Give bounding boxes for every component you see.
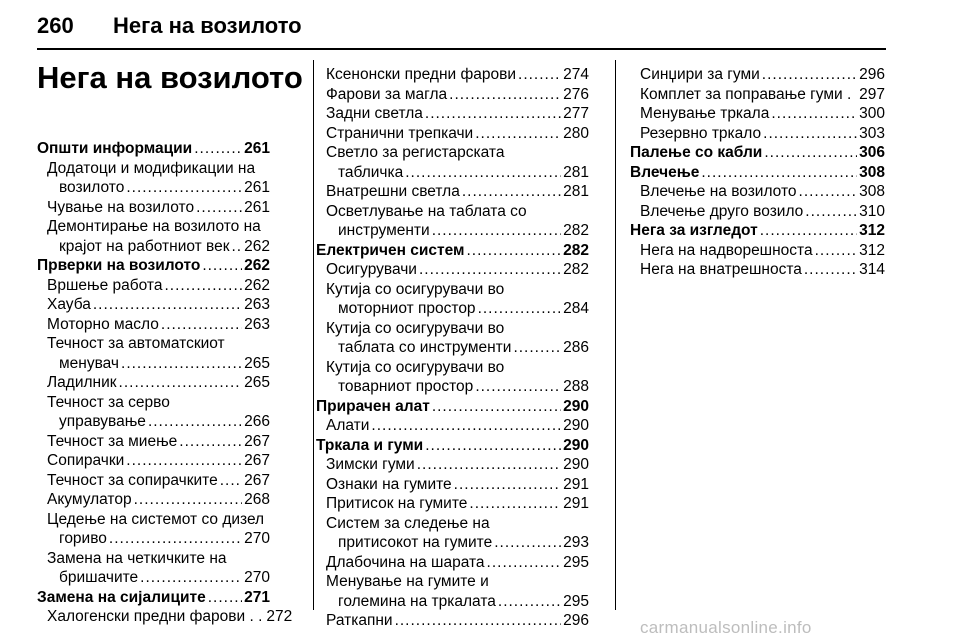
dot-leader	[475, 124, 561, 144]
dot-leader	[518, 65, 561, 85]
toc-entry-label: бришачите	[59, 569, 139, 586]
toc-page-number: 308	[859, 183, 885, 200]
toc-entry-label: Замена на сијалиците	[37, 588, 206, 606]
toc-entry-label: Палење со кабли	[630, 144, 763, 161]
dot-leader	[164, 276, 242, 296]
watermark: carmanualsonline.info	[640, 618, 812, 637]
toc-page-number: 306	[859, 144, 885, 161]
toc-page-number: 290	[563, 417, 589, 434]
toc-entry-label: инструменти	[338, 222, 430, 239]
dot-leader	[109, 529, 242, 549]
toc-entry-label: Вршење работа	[47, 276, 163, 294]
toc-page-number: 308	[859, 163, 885, 181]
toc-page-number: 284	[563, 300, 589, 317]
toc-page-number: 265	[244, 374, 270, 391]
toc-page-number: 274	[563, 66, 589, 83]
toc-entry-label: крајот на работниот век	[59, 237, 230, 255]
dot-leader	[763, 124, 857, 144]
dot-leader	[466, 241, 561, 261]
toc-entry-label: Светло за регистарската	[326, 144, 505, 161]
toc-section-entry[interactable]	[316, 241, 589, 261]
toc-entry-label: Прверки на возилото	[37, 257, 201, 274]
toc-section-entry[interactable]	[37, 588, 270, 608]
toc-entry[interactable]	[630, 85, 885, 105]
toc-page-number: 286	[563, 339, 589, 356]
toc-entry-label: Влечење на возилото	[640, 183, 797, 200]
dot-leader	[454, 475, 561, 495]
toc-entry-label: Ознаки на гумите	[326, 475, 452, 493]
toc-entry[interactable]	[37, 334, 270, 373]
toc-entry-label: Чување на возилото	[47, 198, 195, 216]
toc-page-number: 314	[859, 261, 885, 278]
toc-entry-label: Задни светла	[326, 105, 423, 122]
toc-entry[interactable]	[630, 202, 885, 222]
dot-leader	[513, 338, 561, 358]
toc-entry-label: Осигурувачи	[326, 261, 417, 278]
toc-page-number: 296	[563, 612, 589, 629]
toc-page-number: 290	[563, 456, 589, 473]
toc-page-number: 267	[244, 471, 270, 489]
toc-entry-label: притисокот на гумите	[338, 534, 493, 551]
toc-entry[interactable]	[316, 455, 589, 475]
dot-leader	[425, 104, 561, 124]
dot-leader	[449, 85, 561, 105]
toc-page-number: 288	[563, 378, 589, 395]
toc-page-number: 281	[563, 183, 589, 200]
toc-entry[interactable]	[37, 490, 270, 510]
toc-page-number: 295	[563, 553, 589, 571]
toc-entry[interactable]	[316, 572, 589, 611]
toc-entry[interactable]	[37, 198, 270, 218]
toc-entry[interactable]	[316, 416, 589, 436]
dot-leader	[425, 436, 561, 456]
toc-entry-label: Течност за сопирачките	[47, 471, 218, 489]
toc-entry-label: Замена на четкичките на	[47, 549, 227, 567]
toc-entry-label: Влечење друго возило	[640, 202, 804, 220]
dot-leader	[232, 237, 243, 257]
toc-page-number: 263	[244, 296, 270, 313]
toc-entry-label: товарниот простор	[338, 378, 474, 395]
toc-entry-label: Демонтирање на возилото на	[47, 218, 261, 235]
dot-leader	[475, 377, 561, 397]
toc-entry[interactable]	[37, 217, 270, 256]
toc-section-entry[interactable]	[316, 397, 589, 417]
toc-entry-label: Хауба	[47, 296, 91, 313]
dot-leader	[119, 373, 243, 393]
toc-entry-label: Тркала и гуми	[316, 436, 424, 454]
toc-column-2	[316, 65, 589, 631]
toc-entry-label: Ксенонски предни фарови	[326, 66, 517, 83]
toc-entry-label: Фарови за магла	[326, 85, 448, 103]
dot-leader	[469, 494, 561, 514]
toc-page-number: 262	[244, 237, 270, 255]
dot-leader	[432, 221, 561, 241]
toc-entry-label: Кутија со осигурувачи во	[326, 280, 505, 298]
toc-entry-label: Менување тркала	[640, 105, 770, 122]
dot-leader	[126, 451, 242, 471]
toc-page-number: 271	[244, 588, 270, 606]
toc-section-entry[interactable]	[630, 221, 885, 241]
toc-page-number: 293	[563, 534, 589, 551]
toc-entry-label: големина на тркалата	[338, 592, 496, 610]
toc-entry[interactable]	[37, 315, 270, 335]
toc-page-number: 265	[244, 354, 270, 372]
dot-leader	[148, 412, 242, 432]
toc-entry-label: Менување на гумите и	[326, 573, 489, 590]
toc-entry-label: Електричен систем	[316, 241, 465, 259]
toc-entry[interactable]	[37, 276, 270, 296]
toc-page-number: 263	[244, 315, 270, 333]
toc-entry[interactable]	[316, 202, 589, 241]
toc-page-number: 262	[244, 257, 270, 274]
toc-entry[interactable]	[37, 451, 270, 471]
toc-entry[interactable]	[630, 104, 885, 124]
toc-entry[interactable]	[316, 553, 589, 573]
toc-entry[interactable]	[316, 143, 589, 182]
toc-entry[interactable]	[316, 319, 589, 358]
dot-leader	[194, 139, 242, 159]
dot-leader	[405, 163, 561, 183]
toc-entry-label: менувач	[59, 354, 120, 372]
toc-page-number: 295	[563, 592, 589, 610]
toc-page-number: 266	[244, 413, 270, 430]
toc-page-number: 296	[859, 66, 885, 83]
dot-leader	[498, 592, 561, 612]
dot-leader	[760, 221, 857, 241]
toc-entry-label: Халогенски предни фарови . .	[47, 608, 263, 625]
dot-leader	[804, 260, 857, 280]
toc-page-number: 310	[859, 202, 885, 220]
toc-entry[interactable]	[630, 241, 885, 261]
dot-leader	[208, 588, 242, 608]
toc-page-number: 268	[244, 491, 270, 508]
dot-leader	[121, 354, 242, 374]
toc-page-number: 290	[563, 397, 589, 415]
toc-entry[interactable]	[316, 85, 589, 105]
dot-leader	[462, 182, 561, 202]
toc-entry-label: Нега на внатрешноста	[640, 261, 802, 278]
dot-leader	[202, 256, 242, 276]
dot-leader	[161, 315, 242, 335]
toc-section-entry[interactable]	[37, 139, 270, 159]
toc-page-number: 282	[563, 241, 589, 259]
toc-entry-label: Комплет за поправање гуми .	[640, 85, 852, 103]
dot-leader	[220, 471, 242, 491]
toc-entry-label: Зимски гуми	[326, 456, 415, 473]
toc-page-number: 282	[563, 261, 589, 278]
toc-entry-label: Алати	[326, 417, 370, 434]
dot-leader	[494, 533, 561, 553]
toc-entry-label: возилото	[59, 179, 125, 196]
toc-page-number: 270	[244, 569, 270, 586]
dot-leader	[93, 295, 242, 315]
toc-entry-label: Раткапни	[326, 612, 393, 629]
toc-page-number: 272	[266, 608, 293, 625]
toc-entry[interactable]	[37, 607, 293, 627]
toc-entry[interactable]	[37, 471, 270, 491]
column-divider	[615, 60, 616, 610]
toc-entry-label: Општи информации	[37, 140, 193, 157]
toc-entry[interactable]	[316, 514, 589, 553]
dot-leader	[371, 416, 561, 436]
toc-page-number: 290	[563, 436, 589, 454]
toc-page-number: 267	[244, 452, 270, 469]
dot-leader	[395, 611, 562, 631]
toc-section-entry[interactable]	[316, 436, 589, 456]
toc-entry[interactable]	[316, 104, 589, 124]
toc-entry[interactable]	[630, 260, 885, 280]
toc-section-entry[interactable]	[630, 143, 885, 163]
toc-entry-label: Странични трепкачи	[326, 124, 474, 142]
toc-entry-label: управување	[59, 413, 146, 430]
dot-leader	[179, 432, 242, 452]
chapter-title: Нега на возилото	[37, 60, 303, 95]
page-header	[37, 4, 886, 50]
dot-leader	[134, 490, 243, 510]
toc-page-number: 312	[859, 241, 885, 259]
toc-page-number: 261	[244, 179, 270, 196]
toc-entry-label: Влечење	[630, 163, 700, 181]
toc-page-number: 300	[859, 105, 885, 122]
toc-page-number: 297	[859, 85, 885, 103]
toc-entry[interactable]	[316, 611, 589, 631]
dot-leader	[805, 202, 857, 222]
toc-entry-label: моторниот простор	[338, 300, 476, 317]
column-divider	[313, 60, 314, 610]
dot-leader	[140, 568, 242, 588]
toc-entry-label: Додатоци и модификации на	[47, 159, 256, 177]
toc-page-number: 267	[244, 432, 270, 450]
toc-entry[interactable]	[37, 510, 270, 549]
toc-entry-label: Притисок на гумите	[326, 495, 468, 512]
toc-entry-label: Сопирачки	[47, 452, 125, 469]
toc-column-3	[630, 65, 885, 280]
toc-page-number: 276	[563, 85, 589, 103]
dot-leader	[701, 163, 857, 183]
toc-page-number: 270	[244, 530, 270, 547]
toc-entry[interactable]	[316, 182, 589, 202]
dot-leader	[478, 299, 562, 319]
toc-entry-label: Цедење на системот со дизел	[47, 510, 265, 528]
dot-leader	[771, 104, 857, 124]
dot-leader	[762, 65, 857, 85]
toc-page-number: 312	[859, 222, 885, 239]
toc-entry-label: Течност за миење	[47, 432, 178, 450]
toc-entry[interactable]	[37, 432, 270, 452]
toc-entry-label: табличка	[338, 163, 404, 181]
toc-entry[interactable]	[316, 475, 589, 495]
toc-entry[interactable]	[630, 65, 885, 85]
toc-entry-label: Синџири за гуми	[640, 66, 760, 83]
toc-page-number: 261	[244, 198, 270, 216]
dot-leader	[126, 178, 242, 198]
toc-section-entry[interactable]	[37, 256, 270, 276]
toc-entry[interactable]	[316, 65, 589, 85]
toc-entry-label: Течност за автоматскиот	[47, 335, 225, 352]
toc-entry-label: Прирачен алат	[316, 397, 430, 415]
toc-entry-label: Моторно масло	[47, 315, 159, 333]
dot-leader	[417, 455, 561, 475]
toc-entry-label: Нега за изгледот	[630, 222, 758, 239]
toc-entry[interactable]	[630, 182, 885, 202]
toc-entry[interactable]	[37, 373, 270, 393]
toc-page-number: 261	[244, 140, 270, 157]
toc-page-number: 280	[563, 124, 589, 142]
toc-entry-label: Нега на надворешноста	[640, 241, 813, 259]
toc-entry-label: Систем за следење на	[326, 514, 490, 532]
toc-entry[interactable]	[316, 494, 589, 514]
toc-page-number: 262	[244, 276, 270, 294]
toc-page-number: 277	[563, 105, 589, 122]
toc-entry-label: Длабочина на шарата	[326, 553, 485, 571]
toc-section-entry[interactable]	[630, 163, 885, 183]
dot-leader	[432, 397, 561, 417]
toc-page-number: 282	[563, 222, 589, 239]
toc-entry-label: Внатрешни светла	[326, 183, 460, 200]
toc-entry-label: Кутија со осигурувачи во	[326, 319, 505, 337]
dot-leader	[815, 241, 858, 261]
toc-entry[interactable]	[37, 295, 270, 315]
toc-page-number: 291	[563, 495, 589, 512]
dot-leader	[764, 143, 857, 163]
dot-leader	[487, 553, 562, 573]
toc-page-number: 303	[859, 124, 885, 142]
toc-entry[interactable]	[37, 159, 270, 198]
toc-entry-label: Течност за серво	[47, 393, 170, 411]
toc-entry-label: Акумулатор	[47, 491, 132, 508]
toc-entry-label: гориво	[59, 530, 107, 547]
dot-leader	[196, 198, 242, 218]
toc-column-1	[37, 139, 293, 627]
toc-entry[interactable]	[630, 124, 885, 144]
dot-leader	[419, 260, 561, 280]
toc-page-number: 291	[563, 475, 589, 493]
toc-entry[interactable]	[316, 358, 589, 397]
page-number: 260	[37, 13, 74, 38]
toc-entry-label: Резервно тркало	[640, 124, 762, 142]
dot-leader	[799, 182, 858, 202]
toc-entry-label: таблата со инструменти	[338, 339, 512, 356]
toc-entry-label: Осветлување на таблата со	[326, 202, 527, 220]
toc-entry[interactable]	[316, 124, 589, 144]
toc-entry[interactable]	[316, 260, 589, 280]
running-title: Нега на возилото	[113, 13, 302, 38]
toc-entry[interactable]	[316, 280, 589, 319]
toc-entry[interactable]	[37, 549, 270, 588]
toc-entry-label: Кутија со осигурувачи во	[326, 358, 505, 376]
toc-entry[interactable]	[37, 393, 270, 432]
toc-entry-label: Ладилник	[47, 374, 117, 391]
toc-page-number: 281	[563, 163, 589, 181]
